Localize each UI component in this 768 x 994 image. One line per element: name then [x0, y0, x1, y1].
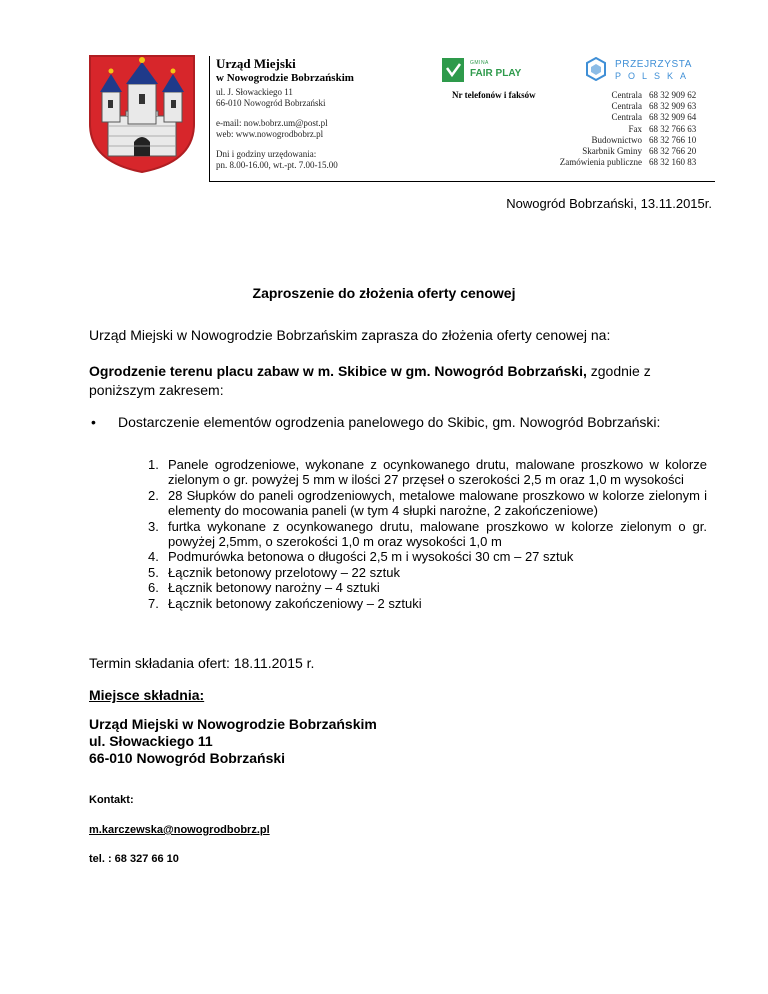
address-line: Urząd Miejski w Nowogrodzie Bobrzańskim [89, 716, 377, 732]
list-item [148, 457, 707, 488]
intro-paragraph: Urząd Miejski w Nowogrodzie Bobrzańskim zaprasza do złożenia oferty cenowej na: [89, 327, 611, 343]
fair-play-check-icon [442, 58, 464, 82]
office-web: web: www.nowogrodbobrz.pl [216, 129, 324, 139]
phone-row [520, 112, 715, 123]
phone-row [520, 124, 715, 135]
phone-row [520, 146, 715, 157]
fair-play-text: FAIR PLAY [470, 68, 522, 79]
fair-play-small-text: GMINA [470, 60, 489, 66]
list-item [148, 565, 707, 580]
document-date: Nowogród Bobrzański, 13.11.2015r. [506, 196, 712, 211]
phone-label: Skarbnik Gminy [582, 146, 642, 157]
phone-number: 68 32 766 10 [649, 134, 697, 145]
office-postal: 66-010 Nowogród Bobrzański [216, 98, 326, 108]
list-item-number: 2. [148, 487, 159, 503]
bullet-text: Dostarczenie elementów ogrodzenia panelowego do Skibic, gm. Nowogród Bobrzański: [118, 414, 661, 430]
phone-label: Fax [628, 123, 642, 134]
subject-rest: zgodnie z poniższym zakresem: [89, 363, 651, 398]
list-item [148, 488, 707, 519]
list-item-number: 7. [148, 595, 159, 611]
letterhead-divider-vertical [209, 56, 210, 182]
contact-phone: tel. : 68 327 66 10 [89, 853, 179, 865]
letterhead-divider [209, 181, 715, 182]
office-email: e-mail: now.bobrz.um@post.pl [216, 118, 328, 128]
list-item [148, 519, 707, 550]
phone-number: 68 32 766 63 [649, 123, 697, 134]
list-item [148, 596, 707, 611]
phone-number: 68 32 160 83 [649, 157, 697, 168]
phone-label: Centrala [611, 112, 642, 123]
phone-label: Zamówienia publiczne [559, 157, 642, 168]
list-item-text: Podmurówka betonowa o długości 2,5 m i wysokości 30 cm – 27 sztuk [168, 549, 574, 565]
przejrzysta-bottom-text: POLSKA [615, 71, 694, 81]
subject-bold: Ogrodzenie terenu placu zabaw w m. Skibice w gm. Nowogród Bobrzański, [89, 363, 587, 379]
office-hours-label: Dni i godziny urzędowania: [216, 149, 317, 159]
office-hours: pn. 8.00-16.00, wt.-pt. 7.00-15.00 [216, 160, 338, 170]
list-item [148, 580, 707, 595]
phone-number: 68 32 909 63 [649, 101, 697, 112]
office-location: w Nowogrodzie Bobrzańskim [216, 72, 354, 84]
bullet-dot-icon: • [91, 414, 96, 430]
document-title: Zaproszenie do złożenia oferty cenowej [252, 285, 516, 301]
address-line: ul. Słowackiego 11 [89, 733, 213, 749]
list-item-text: Łącznik betonowy narożny – 4 sztuki [168, 580, 380, 596]
list-item-number: 1. [148, 457, 159, 472]
list-item-text: furtka wykonane z ocynkowanego drutu, malowane proszkowo w kolorze zielonym o gr. powyżej 2,5mm, o szerokości 1,0 m oraz wysokości 1,0 m [168, 518, 707, 550]
office-name: Urząd Miejski [216, 56, 296, 71]
deadline-text: Termin składania ofert: 18.11.2015 r. [89, 655, 315, 671]
list-item-text: Panele ogrodzeniowe, wykonane z ocynkowanego drutu, malowane proszkowo w kolorze zielonym o gr. powyżej 5 mm w ilości 27 przęseł o szerokości 2,5 m oraz 1,0 m wysokości [168, 457, 707, 488]
phone-label: Budownictwo [591, 134, 642, 145]
address-line: 66-010 Nowogród Bobrzański [89, 750, 286, 766]
phone-label: Centrala [611, 101, 642, 112]
phone-row [520, 157, 715, 168]
list-item-text: Łącznik betonowy przelotowy – 22 sztuk [168, 564, 400, 580]
phone-list [520, 90, 715, 168]
scope-list [148, 457, 707, 611]
phone-number: 68 32 766 20 [649, 146, 697, 157]
list-item-number: 6. [148, 580, 159, 596]
place-heading: Miejsce składnia: [89, 687, 205, 703]
phones-label: Nr telefonów i faksów [452, 90, 536, 100]
przejrzysta-hexagon-icon [585, 57, 607, 81]
coat-of-arms-crest [88, 54, 196, 174]
contact-email-link[interactable]: m.karczewska@nowogrodbobrz.pl [89, 824, 270, 836]
phone-label: Centrala [611, 90, 642, 100]
phone-row [520, 90, 715, 101]
przejrzysta-top-text: PRZEJRZYSTA [615, 59, 692, 70]
phone-row [520, 101, 715, 112]
przejrzysta-polska-logo [585, 57, 725, 85]
address-block [89, 716, 377, 767]
contact-heading: Kontakt: [89, 794, 134, 806]
list-item-number: 4. [148, 549, 159, 565]
subject-paragraph [89, 362, 709, 400]
fair-play-logo [442, 58, 542, 84]
phone-number: 68 32 909 64 [649, 112, 697, 123]
phone-number: 68 32 909 62 [649, 90, 697, 100]
list-item-text: Łącznik betonowy zakończeniowy – 2 sztuki [168, 595, 422, 611]
phone-row [520, 135, 715, 146]
list-item-number: 5. [148, 564, 159, 580]
list-item-number: 3. [148, 518, 159, 534]
office-street: ul. J. Słowackiego 11 [216, 87, 293, 97]
list-item [148, 549, 707, 564]
list-item-text: 28 Słupków do paneli ogrodzeniowych, metalowe malowane proszkowo w kolorze zielonym i elementy do mocowania paneli (w tym 4 słupki narożne, 2 zakończeniowe) [168, 487, 707, 519]
office-info-block [216, 56, 416, 171]
